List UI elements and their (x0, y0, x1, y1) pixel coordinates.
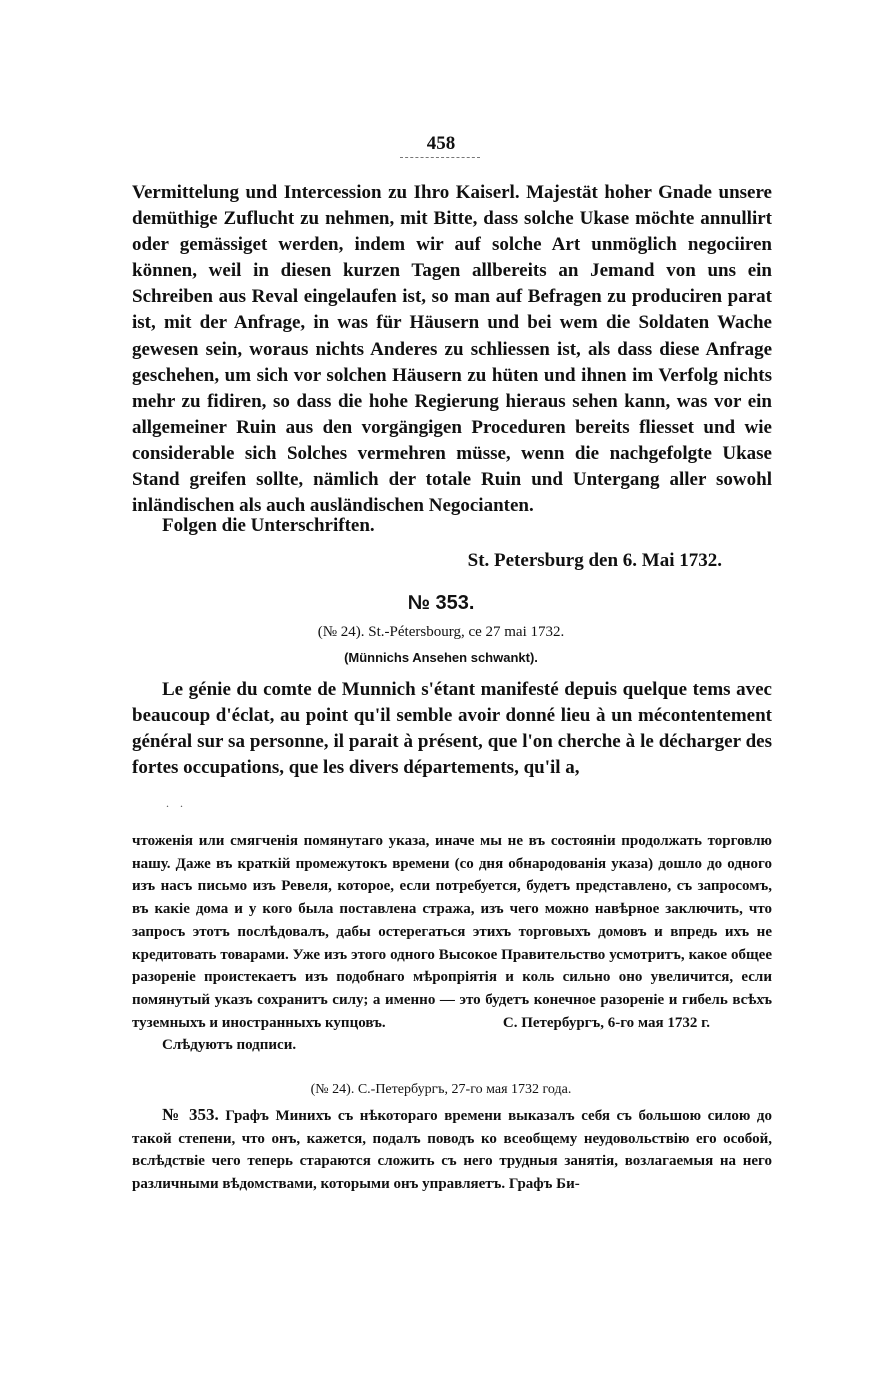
document-heading: (№ 24). St.-Pétersbourg, ce 27 mai 1732. (317, 624, 565, 640)
page-number: 458 (426, 133, 456, 154)
russian-signatures-note: Слѣдуютъ подписи. (162, 1037, 297, 1054)
russian-document-heading: (№ 24). С.-Петербургъ, 27-го мая 1732 года. (310, 1082, 572, 1097)
russian-document-number: № 353. (162, 1105, 219, 1124)
document-note: (Münnichs Ansehen schwankt). (344, 650, 538, 665)
section-divider-dots: . . (166, 796, 187, 810)
russian-dispatch-text: Графъ Минихъ съ нѣкотораго времени выказалъ себя съ большою силою до такой степени, что онъ, кажется, подалъ поводъ ко всеобщему неудовольствію его особой, вслѣдствіе чего теперь стараются сложить съ него трудныя занятія, возлагаемыя на него различными вѣдомствами, которыми онъ управляетъ. Графъ Би- (132, 1108, 773, 1192)
french-dispatch-text: Le génie du comte de Munnich s'étant manifesté depuis quelque tems avec beaucoup d'éclat, au point qu'il semble avoir donné lieu à un mécontentement général sur sa personne, il parait à présent, que l'on cherche à le décharger des fortes occupations, que les divers départements, qu'il a, (132, 679, 772, 779)
german-letter-text: Vermittelung und Intercession zu Ihro Kaiserl. Majestät hoher Gnade unsere demüthige Zuflucht zu nehmen, mit Bitte, dass solche Ukase möchte annullirt oder gemässiget werden, indem wir auf solche Art unmöglich negociiren können, weil in diesen kurzen Tagen allbereits an Jemand von uns ein Schreiben aus Reval eingelaufen ist, so man auf Befragen zu produciren parat ist, mit der Anfrage, in was für Häusern und bei wem die Soldaten Wache gewesen sein, woraus nichts Anderes zu schliessen ist, als dass diese Anfrage geschehen, um sich vor solchen Häusern zu hüten und ihnen im Verfolg nichts mehr zu fidiren, so dass die hohe Regierung hieraus sehen kann, was vor ein allgemeiner Ruin aus den vorgängigen Proceduren bereits fliesset und wie considerable sich Solches vermehren müsse, wenn die nachgefolgte Ukase Stand greifen sollte, nämlich der totale Ruin und Untergang aller sowohl inländischen als auch ausländischen Negocianten. (132, 182, 772, 517)
german-place-date: St. Petersburg den 6. Mai 1732. (467, 550, 722, 571)
russian-dispatch-body (132, 1104, 772, 1195)
russian-letter-text: чтоженія или смягченія помянутаго указа, иначе мы не въ состояніи продолжать торговлю нашу. Даже въ краткій промежутокъ времени (со дня обнародованія указа) дошло до одного изъ насъ письмо изъ Ревеля, которое, если потребуется, будетъ представлено, съ запросомъ, въ какіе дома и у кого была поставлена стража, изъ чего можно навѣрное заключить, что запросъ этотъ послѣдовалъ, дабы остерегаться этихъ торговыхъ домовъ и впредь ихъ не кредитовать товарами. Уже изъ этого одного Высокое Правительство усмотритъ, какое общее разореніе проистекаетъ изъ подобнаго мѣропріятія и коль сильно оно увеличится, если помянутый указъ сохранитъ силу; а именно — это будетъ конечное разореніе и гибель всѣхъ туземныхъ и иностранныхъ купцовъ. (132, 833, 772, 1031)
document-number: № 353. (407, 592, 475, 614)
german-signatures-note: Folgen die Unterschriften. (162, 515, 375, 536)
russian-place-date: С. Петербургъ, 6-го мая 1732 г. (502, 1014, 710, 1031)
page-number-rule (400, 157, 480, 158)
russian-translation-block (132, 830, 772, 1057)
